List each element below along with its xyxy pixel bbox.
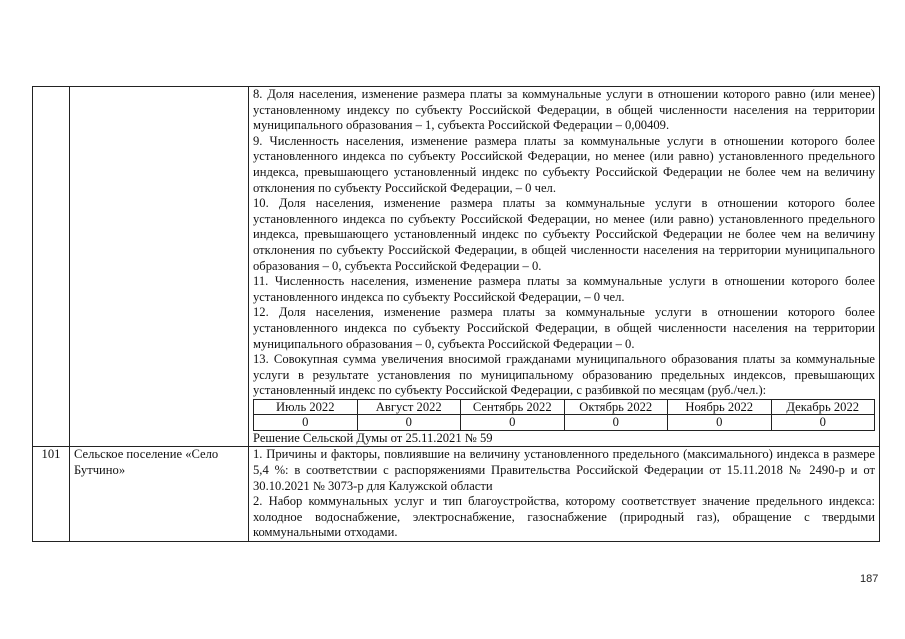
indicator-paragraph: 1. Причины и факторы, повлиявшие на величину установленного предельного (максимального) индекса в размере 5,4 %: в соответствии с распоряжениями Правительства Российской Федерации от 15.11.2018 № 2490-р и от 30.10.2021 № 3073-р для Калужской области — [253, 447, 875, 493]
indicators-cell — [249, 87, 880, 447]
municipal-index-table — [32, 86, 880, 542]
month-value-row — [254, 415, 875, 431]
month-value: 0 — [254, 415, 358, 431]
indicator-paragraph: 8. Доля населения, изменение размера платы за коммунальные услуги в отношении которого равно (или менее) установленному индексу по субъекту Российской Федерации, в общей численности населения на территории муниципального образования – 1, субъекта Российской Федерации – 0,00409. — [253, 87, 875, 133]
indicator-paragraph: 13. Совокупная сумма увеличения вносимой гражданами муниципального образования платы за коммунальные услуги в результате установления по муниципальному образованию предельных индексов, превышающих установленный индекс по субъекту Российской Федерации, с разбивкой по месяцам (руб./чел.): — [253, 352, 875, 398]
table-row — [33, 87, 880, 447]
row-number-cell — [33, 87, 70, 447]
month-header: Август 2022 — [357, 399, 461, 415]
month-value: 0 — [461, 415, 565, 431]
month-header: Декабрь 2022 — [771, 399, 875, 415]
month-value: 0 — [771, 415, 875, 431]
month-header: Ноябрь 2022 — [668, 399, 772, 415]
indicators-cell — [249, 447, 880, 542]
page-number: 187 — [860, 573, 879, 585]
indicator-paragraph: 10. Доля населения, изменение размера платы за коммунальные услуги в отношении которого более установленного индекса по субъекту Российской Федерации, но менее (или равно) установленного предельного индекса, превышающего установленный индекс по субъекту Российской Федерации не более чем на величину отклонения по субъекту Российской Федерации, в общей численности населения на территории муниципального образования – 0, субъекта Российской Федерации – 0. — [253, 196, 875, 273]
monthly-amounts-table — [253, 399, 875, 431]
municipality-name-cell: Сельское поселение «Село Бутчино» — [70, 447, 249, 542]
decision-reference: Решение Сельской Думы от 25.11.2021 № 59 — [253, 430, 493, 445]
indicator-paragraph: 2. Набор коммунальных услуг и тип благоустройства, которому соответствует значение предельного индекса: холодное водоснабжение, электроснабжение, газоснабжение (природный газ), обращение с твердыми коммунальными отходами. — [253, 494, 875, 540]
month-value: 0 — [357, 415, 461, 431]
indicator-paragraph: 11. Численность населения, изменение размера платы за коммунальные услуги в отношении которого более установленного индекса по субъекту Российской Федерации, – 0 чел. — [253, 274, 875, 304]
month-header: Сентябрь 2022 — [461, 399, 565, 415]
month-header: Июль 2022 — [254, 399, 358, 415]
indicator-paragraph: 9. Численность населения, изменение размера платы за коммунальные услуги в отношении которого более установленного индекса по субъекту Российской Федерации, но менее (или равно) установленного предельного индекса, превышающего установленный индекс по субъекту Российской Федерации не более чем на величину отклонения по субъекту Российской Федерации, – 0 чел. — [253, 133, 875, 195]
month-header: Октябрь 2022 — [564, 399, 668, 415]
table-row — [33, 447, 880, 542]
month-value: 0 — [668, 415, 772, 431]
indicator-paragraph: 12. Доля населения, изменение размера платы за коммунальные услуги в отношении которого более установленного индекса по субъекту Российской Федерации, в общей численности населения на территории муниципального образования – 0, субъекта Российской Федерации – 0. — [253, 305, 875, 351]
month-header-row — [254, 399, 875, 415]
municipality-name-cell — [70, 87, 249, 447]
month-value: 0 — [564, 415, 668, 431]
row-number-cell: 101 — [33, 447, 70, 542]
